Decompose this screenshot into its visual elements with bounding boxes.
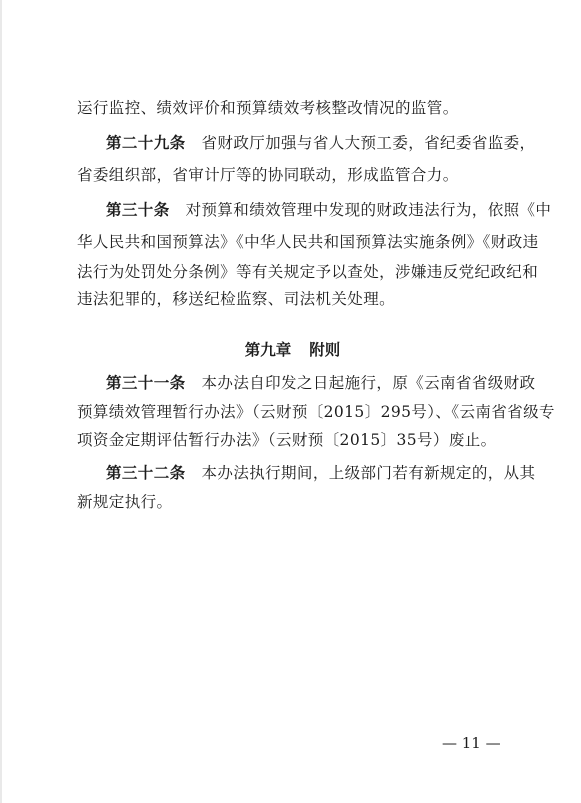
- article-number: 第三十条: [106, 201, 170, 219]
- text-line: [77, 232, 539, 252]
- text-line: [77, 430, 517, 450]
- chapter-title: 附则: [309, 341, 341, 359]
- line-text: 运行监控、绩效评价和预算绩效考核整改情况的监管。: [77, 99, 459, 117]
- article-line: [106, 133, 546, 153]
- text-line: [77, 492, 517, 512]
- line-text: 华人民共和国预算法》《中华人民共和国预算法实施条例》《财政违: [77, 233, 539, 251]
- text-line: [77, 262, 539, 282]
- line-text: 新规定执行。: [77, 493, 173, 511]
- line-text: 违法犯罪的，移送纪检监察、司法机关处理。: [77, 290, 396, 308]
- article-line: [106, 200, 552, 220]
- article-number: 第三十一条: [106, 374, 186, 392]
- text-line: [77, 165, 517, 185]
- line-text: 法行为处罚处分条例》等有关规定予以查处，涉嫌违反党纪政纪和: [77, 263, 539, 281]
- line-text: 本办法执行期间，上级部门若有新规定的，从其: [201, 464, 536, 482]
- chapter-heading: [2, 340, 581, 360]
- article-line: [106, 463, 546, 483]
- chapter-number: 第九章: [244, 341, 292, 359]
- line-text: 省委组织部，省审计厅等的协同联动，形成监管合力。: [77, 166, 459, 184]
- line-text: 对预算和绩效管理中发现的财政违法行为，依照《中: [185, 201, 552, 219]
- line-text: 本办法自印发之日起施行，原《云南省省级财政: [201, 374, 536, 392]
- line-text: 预算绩效管理暂行办法》（云财预〔2015〕295号）、《云南省省级专: [77, 403, 555, 421]
- text-line: [77, 289, 517, 309]
- line-text: 省财政厅加强与省人大预工委，省纪委省监委，: [201, 134, 536, 152]
- article-number: 第二十九条: [106, 134, 186, 152]
- text-line: [77, 98, 517, 118]
- article-line: [106, 373, 546, 393]
- article-number: 第三十二条: [106, 464, 186, 482]
- line-text: 项资金定期评估暂行办法》（云财预〔2015〕35号）废止。: [77, 431, 497, 449]
- text-line: [77, 402, 555, 422]
- page-number: — 11 —: [442, 734, 501, 752]
